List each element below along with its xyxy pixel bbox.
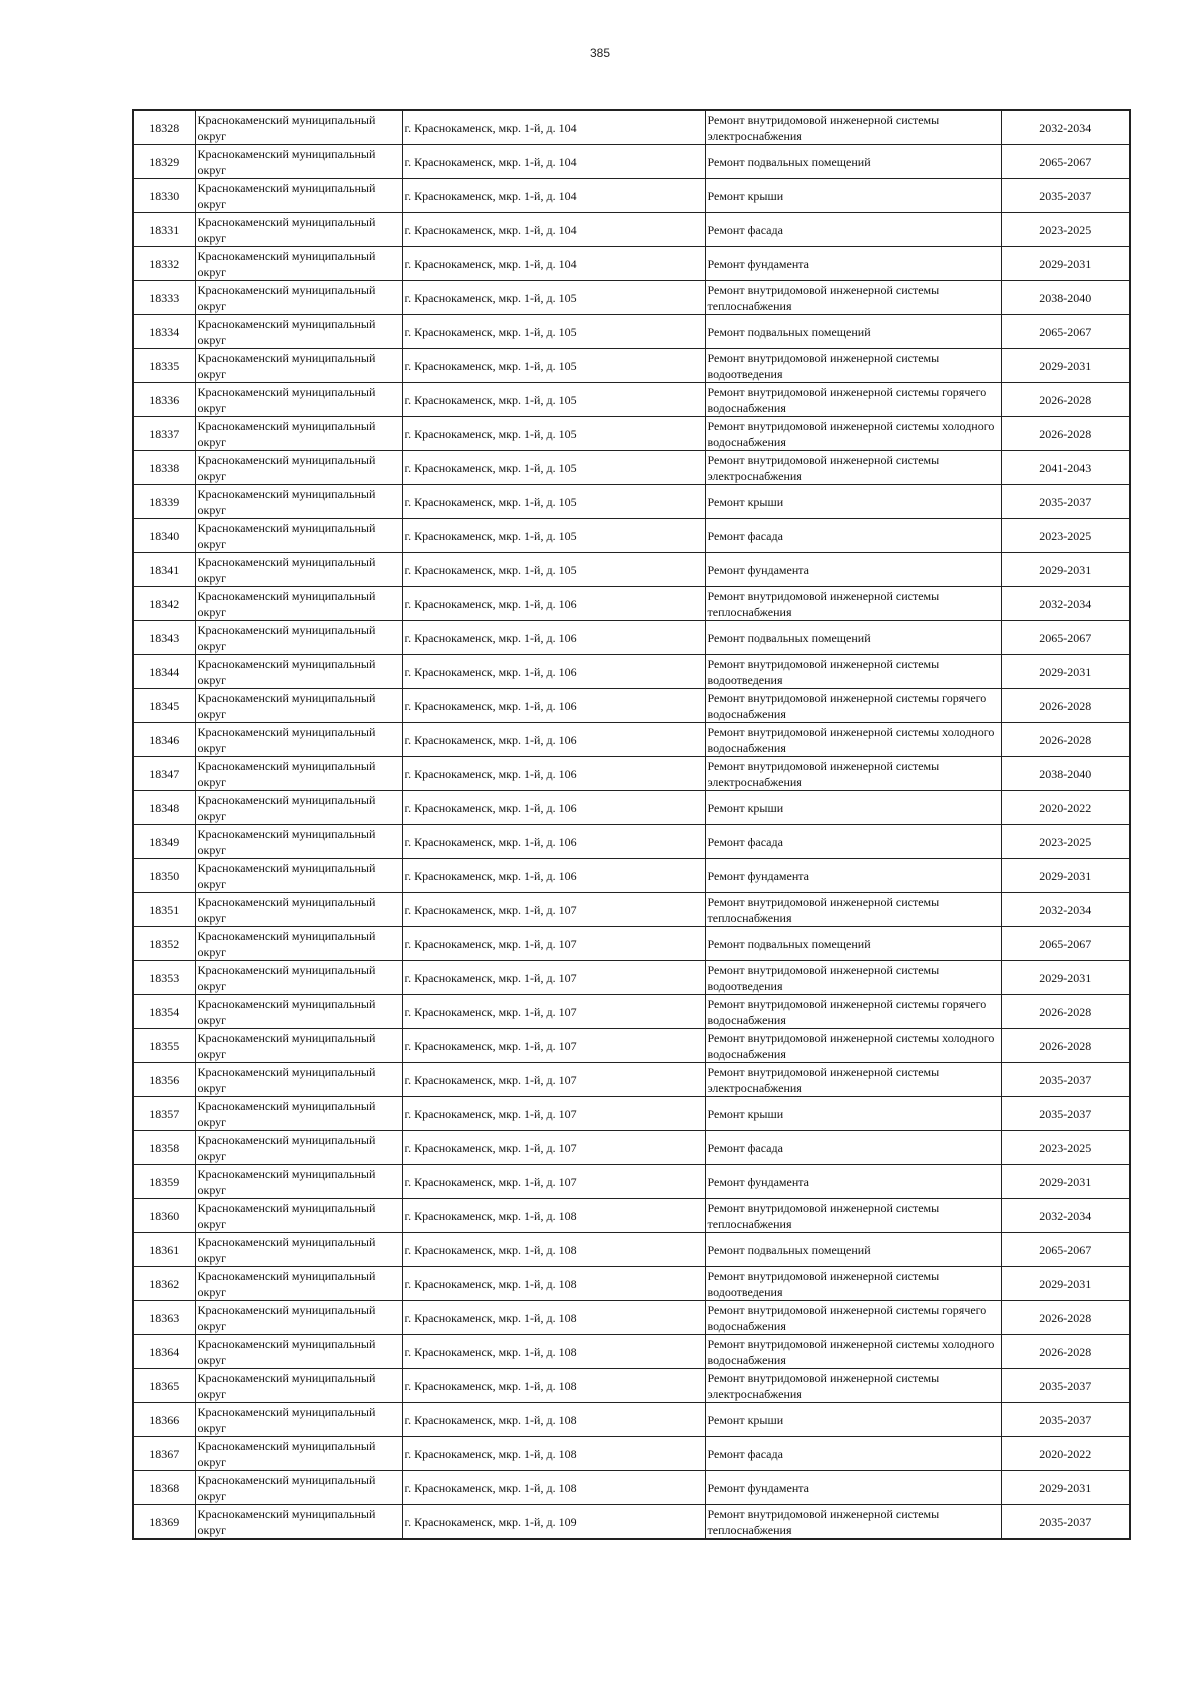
row-number-cell: 18361: [133, 1233, 195, 1267]
row-number-cell: 18354: [133, 995, 195, 1029]
row-number-cell: 18330: [133, 179, 195, 213]
work-type-cell: Ремонт внутридомовой инженерной системы теплоснабжения: [705, 587, 1001, 621]
table-row: [133, 1437, 1130, 1471]
table-row: [133, 1233, 1130, 1267]
municipality-cell: Краснокаменский муниципальный округ: [195, 145, 402, 179]
table-row: [133, 859, 1130, 893]
period-cell: 2029-2031: [1001, 247, 1130, 281]
address-cell: г. Краснокаменск, мкр. 1-й, д. 107: [402, 1029, 705, 1063]
row-number-cell: 18331: [133, 213, 195, 247]
row-number-cell: 18358: [133, 1131, 195, 1165]
municipality-cell: Краснокаменский муниципальный округ: [195, 1199, 402, 1233]
address-cell: г. Краснокаменск, мкр. 1-й, д. 108: [402, 1437, 705, 1471]
work-type-cell: Ремонт крыши: [705, 1097, 1001, 1131]
address-cell: г. Краснокаменск, мкр. 1-й, д. 106: [402, 757, 705, 791]
address-cell: г. Краснокаменск, мкр. 1-й, д. 104: [402, 145, 705, 179]
municipality-cell: Краснокаменский муниципальный округ: [195, 110, 402, 145]
row-number-cell: 18328: [133, 110, 195, 145]
work-type-cell: Ремонт внутридомовой инженерной системы холодного водоснабжения: [705, 723, 1001, 757]
address-cell: г. Краснокаменск, мкр. 1-й, д. 104: [402, 110, 705, 145]
row-number-cell: 18365: [133, 1369, 195, 1403]
page-number: 385: [589, 46, 611, 60]
work-type-cell: Ремонт внутридомовой инженерной системы теплоснабжения: [705, 893, 1001, 927]
municipality-cell: Краснокаменский муниципальный округ: [195, 1505, 402, 1540]
row-number-cell: 18356: [133, 1063, 195, 1097]
address-cell: г. Краснокаменск, мкр. 1-й, д. 107: [402, 1097, 705, 1131]
work-type-cell: Ремонт внутридомовой инженерной системы теплоснабжения: [705, 1199, 1001, 1233]
address-cell: г. Краснокаменск, мкр. 1-й, д. 105: [402, 383, 705, 417]
table-row: [133, 927, 1130, 961]
municipality-cell: Краснокаменский муниципальный округ: [195, 757, 402, 791]
period-cell: 2026-2028: [1001, 1301, 1130, 1335]
table-row: [133, 621, 1130, 655]
table-row: [133, 1505, 1130, 1540]
municipality-cell: Краснокаменский муниципальный округ: [195, 791, 402, 825]
row-number-cell: 18335: [133, 349, 195, 383]
table-row: [133, 1199, 1130, 1233]
work-type-cell: Ремонт подвальных помещений: [705, 315, 1001, 349]
table-row: [133, 791, 1130, 825]
municipality-cell: Краснокаменский муниципальный округ: [195, 1063, 402, 1097]
period-cell: 2029-2031: [1001, 553, 1130, 587]
row-number-cell: 18360: [133, 1199, 195, 1233]
row-number-cell: 18359: [133, 1165, 195, 1199]
work-type-cell: Ремонт подвальных помещений: [705, 927, 1001, 961]
table-row: [133, 417, 1130, 451]
period-cell: 2029-2031: [1001, 655, 1130, 689]
municipality-cell: Краснокаменский муниципальный округ: [195, 893, 402, 927]
work-type-cell: Ремонт внутридомовой инженерной системы электроснабжения: [705, 1369, 1001, 1403]
municipality-cell: Краснокаменский муниципальный округ: [195, 1131, 402, 1165]
address-cell: г. Краснокаменск, мкр. 1-й, д. 108: [402, 1471, 705, 1505]
address-cell: г. Краснокаменск, мкр. 1-й, д. 106: [402, 791, 705, 825]
period-cell: 2035-2037: [1001, 1063, 1130, 1097]
address-cell: г. Краснокаменск, мкр. 1-й, д. 107: [402, 893, 705, 927]
period-cell: 2029-2031: [1001, 1267, 1130, 1301]
municipality-cell: Краснокаменский муниципальный округ: [195, 1335, 402, 1369]
period-cell: 2026-2028: [1001, 689, 1130, 723]
period-cell: 2020-2022: [1001, 791, 1130, 825]
table-row: [133, 145, 1130, 179]
row-number-cell: 18363: [133, 1301, 195, 1335]
municipality-cell: Краснокаменский муниципальный округ: [195, 383, 402, 417]
work-type-cell: Ремонт фасада: [705, 519, 1001, 553]
table-row: [133, 315, 1130, 349]
row-number-cell: 18347: [133, 757, 195, 791]
address-cell: г. Краснокаменск, мкр. 1-й, д. 107: [402, 1131, 705, 1165]
table-row: [133, 1165, 1130, 1199]
period-cell: 2035-2037: [1001, 1097, 1130, 1131]
address-cell: г. Краснокаменск, мкр. 1-й, д. 107: [402, 927, 705, 961]
table-row: [133, 281, 1130, 315]
table-row: [133, 723, 1130, 757]
address-cell: г. Краснокаменск, мкр. 1-й, д. 106: [402, 655, 705, 689]
work-type-cell: Ремонт внутридомовой инженерной системы горячего водоснабжения: [705, 383, 1001, 417]
row-number-cell: 18368: [133, 1471, 195, 1505]
municipality-cell: Краснокаменский муниципальный округ: [195, 485, 402, 519]
work-type-cell: Ремонт фундамента: [705, 247, 1001, 281]
table-row: [133, 485, 1130, 519]
work-type-cell: Ремонт внутридомовой инженерной системы электроснабжения: [705, 757, 1001, 791]
municipality-cell: Краснокаменский муниципальный округ: [195, 349, 402, 383]
address-cell: г. Краснокаменск, мкр. 1-й, д. 107: [402, 995, 705, 1029]
municipality-cell: Краснокаменский муниципальный округ: [195, 451, 402, 485]
municipality-cell: Краснокаменский муниципальный округ: [195, 1403, 402, 1437]
row-number-cell: 18353: [133, 961, 195, 995]
work-type-cell: Ремонт внутридомовой инженерной системы холодного водоснабжения: [705, 417, 1001, 451]
work-type-cell: Ремонт внутридомовой инженерной системы водоотведения: [705, 655, 1001, 689]
municipality-cell: Краснокаменский муниципальный округ: [195, 315, 402, 349]
municipality-cell: Краснокаменский муниципальный округ: [195, 1233, 402, 1267]
address-cell: г. Краснокаменск, мкр. 1-й, д. 107: [402, 1165, 705, 1199]
row-number-cell: 18344: [133, 655, 195, 689]
period-cell: 2032-2034: [1001, 893, 1130, 927]
municipality-cell: Краснокаменский муниципальный округ: [195, 281, 402, 315]
municipality-cell: Краснокаменский муниципальный округ: [195, 247, 402, 281]
work-type-cell: Ремонт внутридомовой инженерной системы водоотведения: [705, 349, 1001, 383]
table-row: [133, 825, 1130, 859]
table-row: [133, 1301, 1130, 1335]
period-cell: 2032-2034: [1001, 1199, 1130, 1233]
period-cell: 2035-2037: [1001, 1369, 1130, 1403]
row-number-cell: 18348: [133, 791, 195, 825]
table-row: [133, 383, 1130, 417]
period-cell: 2026-2028: [1001, 1335, 1130, 1369]
table-row: [133, 757, 1130, 791]
table-row: [133, 110, 1130, 145]
period-cell: 2029-2031: [1001, 349, 1130, 383]
address-cell: г. Краснокаменск, мкр. 1-й, д. 108: [402, 1233, 705, 1267]
work-type-cell: Ремонт внутридомовой инженерной системы горячего водоснабжения: [705, 689, 1001, 723]
row-number-cell: 18338: [133, 451, 195, 485]
address-cell: г. Краснокаменск, мкр. 1-й, д. 107: [402, 1063, 705, 1097]
row-number-cell: 18369: [133, 1505, 195, 1540]
municipality-cell: Краснокаменский муниципальный округ: [195, 1437, 402, 1471]
municipality-cell: Краснокаменский муниципальный округ: [195, 417, 402, 451]
row-number-cell: 18339: [133, 485, 195, 519]
period-cell: 2023-2025: [1001, 213, 1130, 247]
work-type-cell: Ремонт крыши: [705, 1403, 1001, 1437]
address-cell: г. Краснокаменск, мкр. 1-й, д. 104: [402, 179, 705, 213]
municipality-cell: Краснокаменский муниципальный округ: [195, 179, 402, 213]
table-row: [133, 1403, 1130, 1437]
table-row: [133, 553, 1130, 587]
address-cell: г. Краснокаменск, мкр. 1-й, д. 105: [402, 315, 705, 349]
table-row: [133, 995, 1130, 1029]
address-cell: г. Краснокаменск, мкр. 1-й, д. 108: [402, 1267, 705, 1301]
address-cell: г. Краснокаменск, мкр. 1-й, д. 105: [402, 519, 705, 553]
address-cell: г. Краснокаменск, мкр. 1-й, д. 108: [402, 1301, 705, 1335]
table-row: [133, 893, 1130, 927]
period-cell: 2065-2067: [1001, 1233, 1130, 1267]
address-cell: г. Краснокаменск, мкр. 1-й, д. 108: [402, 1403, 705, 1437]
row-number-cell: 18352: [133, 927, 195, 961]
period-cell: 2038-2040: [1001, 757, 1130, 791]
row-number-cell: 18366: [133, 1403, 195, 1437]
table-row: [133, 179, 1130, 213]
period-cell: 2026-2028: [1001, 995, 1130, 1029]
address-cell: г. Краснокаменск, мкр. 1-й, д. 105: [402, 553, 705, 587]
table-row: [133, 519, 1130, 553]
address-cell: г. Краснокаменск, мкр. 1-й, д. 105: [402, 349, 705, 383]
work-type-cell: Ремонт внутридомовой инженерной системы холодного водоснабжения: [705, 1029, 1001, 1063]
work-type-cell: Ремонт крыши: [705, 485, 1001, 519]
municipality-cell: Краснокаменский муниципальный округ: [195, 689, 402, 723]
work-type-cell: Ремонт фасада: [705, 1131, 1001, 1165]
row-number-cell: 18357: [133, 1097, 195, 1131]
period-cell: 2023-2025: [1001, 519, 1130, 553]
row-number-cell: 18340: [133, 519, 195, 553]
work-type-cell: Ремонт подвальных помещений: [705, 145, 1001, 179]
municipality-cell: Краснокаменский муниципальный округ: [195, 859, 402, 893]
period-cell: 2026-2028: [1001, 383, 1130, 417]
work-type-cell: Ремонт фасада: [705, 825, 1001, 859]
work-type-cell: Ремонт внутридомовой инженерной системы теплоснабжения: [705, 1505, 1001, 1540]
row-number-cell: 18367: [133, 1437, 195, 1471]
municipality-cell: Краснокаменский муниципальный округ: [195, 213, 402, 247]
address-cell: г. Краснокаменск, мкр. 1-й, д. 106: [402, 587, 705, 621]
municipality-cell: Краснокаменский муниципальный округ: [195, 519, 402, 553]
table-row: [133, 587, 1130, 621]
address-cell: г. Краснокаменск, мкр. 1-й, д. 104: [402, 247, 705, 281]
period-cell: 2032-2034: [1001, 587, 1130, 621]
table-row: [133, 1097, 1130, 1131]
table-row: [133, 451, 1130, 485]
address-cell: г. Краснокаменск, мкр. 1-й, д. 106: [402, 859, 705, 893]
table-row: [133, 961, 1130, 995]
period-cell: 2029-2031: [1001, 1165, 1130, 1199]
table-row: [133, 689, 1130, 723]
work-type-cell: Ремонт внутридомовой инженерной системы электроснабжения: [705, 1063, 1001, 1097]
address-cell: г. Краснокаменск, мкр. 1-й, д. 106: [402, 689, 705, 723]
work-type-cell: Ремонт подвальных помещений: [705, 1233, 1001, 1267]
period-cell: 2035-2037: [1001, 1403, 1130, 1437]
row-number-cell: 18355: [133, 1029, 195, 1063]
address-cell: г. Краснокаменск, мкр. 1-й, д. 105: [402, 451, 705, 485]
row-number-cell: 18343: [133, 621, 195, 655]
period-cell: 2023-2025: [1001, 825, 1130, 859]
work-type-cell: Ремонт фундамента: [705, 859, 1001, 893]
row-number-cell: 18342: [133, 587, 195, 621]
municipality-cell: Краснокаменский муниципальный округ: [195, 587, 402, 621]
table-row: [133, 1369, 1130, 1403]
table-row: [133, 349, 1130, 383]
period-cell: 2026-2028: [1001, 1029, 1130, 1063]
row-number-cell: 18345: [133, 689, 195, 723]
period-cell: 2020-2022: [1001, 1437, 1130, 1471]
municipality-cell: Краснокаменский муниципальный округ: [195, 1267, 402, 1301]
period-cell: 2041-2043: [1001, 451, 1130, 485]
period-cell: 2065-2067: [1001, 315, 1130, 349]
table-row: [133, 213, 1130, 247]
address-cell: г. Краснокаменск, мкр. 1-й, д. 106: [402, 621, 705, 655]
period-cell: 2065-2067: [1001, 927, 1130, 961]
period-cell: 2029-2031: [1001, 961, 1130, 995]
municipality-cell: Краснокаменский муниципальный округ: [195, 825, 402, 859]
row-number-cell: 18341: [133, 553, 195, 587]
period-cell: 2029-2031: [1001, 859, 1130, 893]
work-type-cell: Ремонт фасада: [705, 213, 1001, 247]
address-cell: г. Краснокаменск, мкр. 1-й, д. 107: [402, 961, 705, 995]
work-type-cell: Ремонт фундамента: [705, 1165, 1001, 1199]
municipality-cell: Краснокаменский муниципальный округ: [195, 927, 402, 961]
work-type-cell: Ремонт фундамента: [705, 553, 1001, 587]
work-type-cell: Ремонт внутридомовой инженерной системы горячего водоснабжения: [705, 1301, 1001, 1335]
municipality-cell: Краснокаменский муниципальный округ: [195, 961, 402, 995]
table-row: [133, 1335, 1130, 1369]
address-cell: г. Краснокаменск, мкр. 1-й, д. 105: [402, 281, 705, 315]
row-number-cell: 18350: [133, 859, 195, 893]
table-row: [133, 1471, 1130, 1505]
period-cell: 2032-2034: [1001, 110, 1130, 145]
work-type-cell: Ремонт внутридомовой инженерной системы водоотведения: [705, 1267, 1001, 1301]
work-type-cell: Ремонт крыши: [705, 179, 1001, 213]
row-number-cell: 18364: [133, 1335, 195, 1369]
row-number-cell: 18336: [133, 383, 195, 417]
period-cell: 2038-2040: [1001, 281, 1130, 315]
work-type-cell: Ремонт внутридомовой инженерной системы холодного водоснабжения: [705, 1335, 1001, 1369]
row-number-cell: 18362: [133, 1267, 195, 1301]
address-cell: г. Краснокаменск, мкр. 1-й, д. 106: [402, 723, 705, 757]
municipality-cell: Краснокаменский муниципальный округ: [195, 723, 402, 757]
municipality-cell: Краснокаменский муниципальный округ: [195, 995, 402, 1029]
table-row: [133, 1063, 1130, 1097]
row-number-cell: 18334: [133, 315, 195, 349]
repair-schedule-table: [132, 109, 1131, 1540]
address-cell: г. Краснокаменск, мкр. 1-й, д. 106: [402, 825, 705, 859]
municipality-cell: Краснокаменский муниципальный округ: [195, 553, 402, 587]
row-number-cell: 18332: [133, 247, 195, 281]
period-cell: 2029-2031: [1001, 1471, 1130, 1505]
work-type-cell: Ремонт внутридомовой инженерной системы электроснабжения: [705, 110, 1001, 145]
period-cell: 2035-2037: [1001, 179, 1130, 213]
municipality-cell: Краснокаменский муниципальный округ: [195, 1369, 402, 1403]
row-number-cell: 18349: [133, 825, 195, 859]
period-cell: 2026-2028: [1001, 723, 1130, 757]
municipality-cell: Краснокаменский муниципальный округ: [195, 655, 402, 689]
municipality-cell: Краснокаменский муниципальный округ: [195, 1029, 402, 1063]
address-cell: г. Краснокаменск, мкр. 1-й, д. 105: [402, 485, 705, 519]
work-type-cell: Ремонт крыши: [705, 791, 1001, 825]
address-cell: г. Краснокаменск, мкр. 1-й, д. 108: [402, 1199, 705, 1233]
table-body: [133, 110, 1130, 1539]
address-cell: г. Краснокаменск, мкр. 1-й, д. 108: [402, 1335, 705, 1369]
address-cell: г. Краснокаменск, мкр. 1-й, д. 108: [402, 1369, 705, 1403]
work-type-cell: Ремонт внутридомовой инженерной системы электроснабжения: [705, 451, 1001, 485]
table-row: [133, 655, 1130, 689]
row-number-cell: 18351: [133, 893, 195, 927]
period-cell: 2023-2025: [1001, 1131, 1130, 1165]
period-cell: 2026-2028: [1001, 417, 1130, 451]
work-type-cell: Ремонт внутридомовой инженерной системы горячего водоснабжения: [705, 995, 1001, 1029]
row-number-cell: 18333: [133, 281, 195, 315]
table-row: [133, 1029, 1130, 1063]
municipality-cell: Краснокаменский муниципальный округ: [195, 1301, 402, 1335]
period-cell: 2035-2037: [1001, 1505, 1130, 1540]
work-type-cell: Ремонт фундамента: [705, 1471, 1001, 1505]
address-cell: г. Краснокаменск, мкр. 1-й, д. 109: [402, 1505, 705, 1540]
table-row: [133, 1131, 1130, 1165]
row-number-cell: 18337: [133, 417, 195, 451]
period-cell: 2035-2037: [1001, 485, 1130, 519]
work-type-cell: Ремонт внутридомовой инженерной системы водоотведения: [705, 961, 1001, 995]
row-number-cell: 18346: [133, 723, 195, 757]
municipality-cell: Краснокаменский муниципальный округ: [195, 1165, 402, 1199]
row-number-cell: 18329: [133, 145, 195, 179]
work-type-cell: Ремонт фасада: [705, 1437, 1001, 1471]
municipality-cell: Краснокаменский муниципальный округ: [195, 621, 402, 655]
work-type-cell: Ремонт подвальных помещений: [705, 621, 1001, 655]
period-cell: 2065-2067: [1001, 621, 1130, 655]
municipality-cell: Краснокаменский муниципальный округ: [195, 1471, 402, 1505]
table-row: [133, 247, 1130, 281]
address-cell: г. Краснокаменск, мкр. 1-й, д. 104: [402, 213, 705, 247]
work-type-cell: Ремонт внутридомовой инженерной системы теплоснабжения: [705, 281, 1001, 315]
period-cell: 2065-2067: [1001, 145, 1130, 179]
municipality-cell: Краснокаменский муниципальный округ: [195, 1097, 402, 1131]
table-row: [133, 1267, 1130, 1301]
address-cell: г. Краснокаменск, мкр. 1-й, д. 105: [402, 417, 705, 451]
